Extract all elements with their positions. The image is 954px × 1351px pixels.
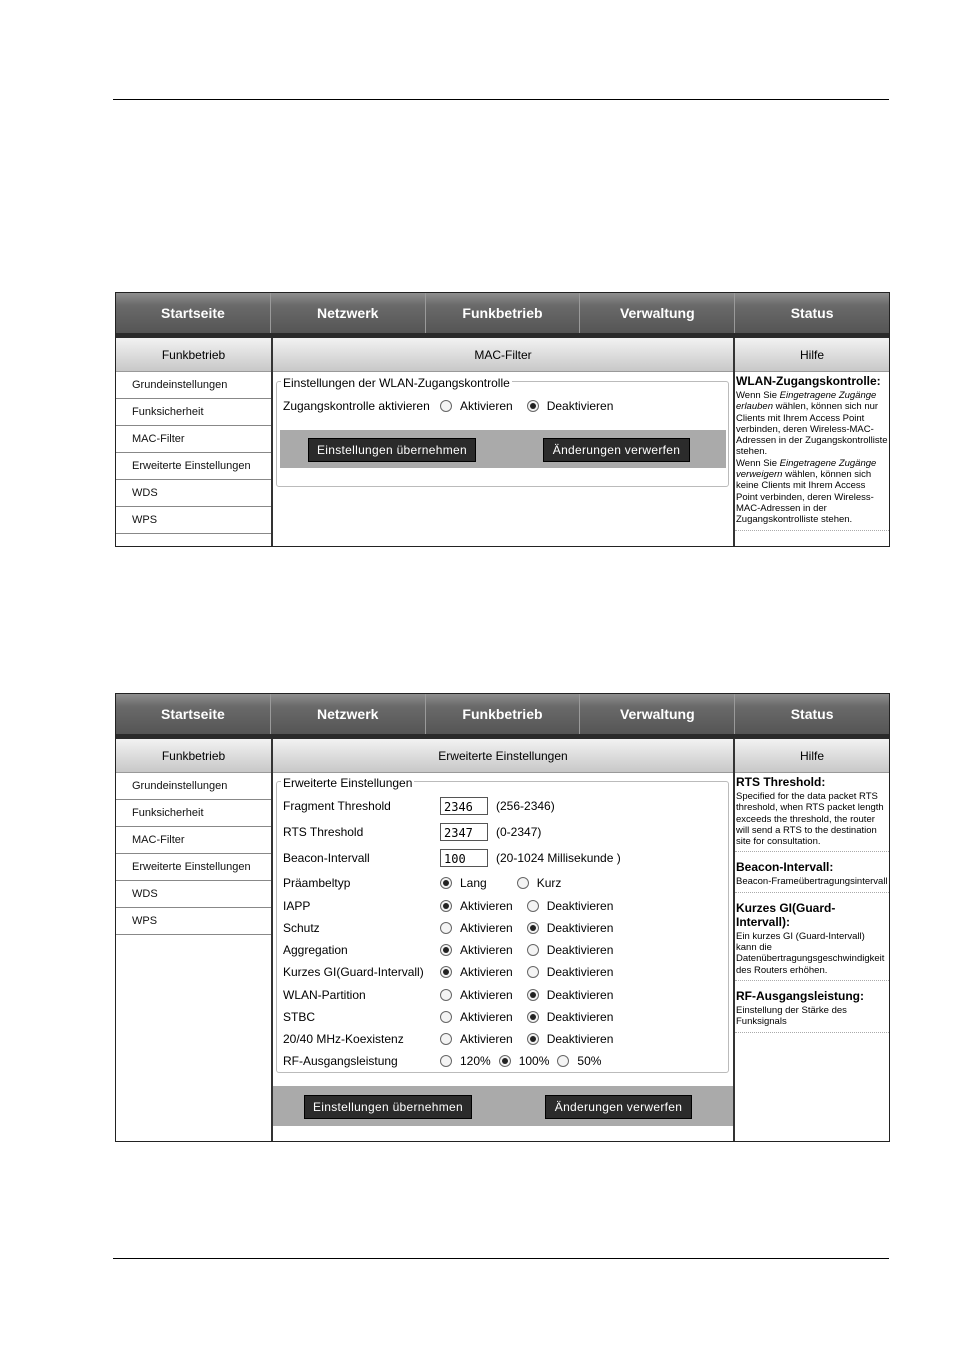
access-control-enable[interactable] — [440, 399, 513, 413]
power-50[interactable] — [557, 1054, 601, 1068]
toggle-label: 20/40 MHz-Koexistenz — [283, 1032, 404, 1046]
radio-icon[interactable] — [527, 900, 539, 912]
option-label: 50% — [577, 1054, 602, 1068]
help-text — [735, 388, 889, 530]
nav-tab-network[interactable]: Netzwerk — [271, 694, 426, 734]
toggle-disable[interactable] — [527, 943, 614, 957]
menu-item-basic[interactable]: Grundeinstellungen — [116, 773, 271, 800]
toggle-label: STBC — [283, 1010, 316, 1024]
option-label: Deaktivieren — [546, 1010, 614, 1024]
help-header: Hilfe — [735, 338, 889, 372]
help-text-emphasis: Eingetragene Zugänge verweigern — [736, 457, 877, 481]
toggle-row — [283, 1007, 722, 1027]
help-title-rf-power: RF-Ausgangsleistung: — [736, 988, 864, 1003]
help-text-part: wählen, können sich keine Clients mit Ihrem Access Point verbinden, deren Wireless-MAC-Adressen in der Zugangskontrolliste stehen. — [736, 469, 874, 526]
help-text-emphasis: Eingetragene Zugänge erlauben — [736, 390, 877, 413]
option-label: Lang — [460, 876, 487, 890]
beacon-input[interactable]: 100 — [440, 849, 488, 867]
help-text-beacon: Beacon-Frameübertragungsintervall — [736, 876, 888, 888]
toggle-enable[interactable] — [440, 965, 513, 979]
page-bottom-rule — [113, 1258, 889, 1259]
help-header: Hilfe — [735, 739, 889, 773]
menu-item-wps[interactable]: WPS — [116, 908, 271, 935]
option-label: Deaktivieren — [546, 943, 614, 957]
nav-tab-admin[interactable]: Verwaltung — [580, 293, 735, 333]
radio-icon[interactable] — [440, 989, 452, 1001]
rts-label: RTS Threshold — [283, 825, 364, 839]
toggle-enable[interactable] — [440, 988, 513, 1002]
nav-tab-status[interactable]: Status — [790, 706, 834, 722]
access-control-row — [283, 396, 722, 416]
help-separator — [735, 980, 889, 981]
radio-icon[interactable] — [440, 966, 452, 978]
toggle-enable[interactable] — [440, 921, 513, 935]
preamble-label: Präambeltyp — [283, 876, 351, 890]
rts-hint: (0-2347) — [496, 825, 542, 839]
menu-item-wps[interactable]: WPS — [116, 507, 271, 534]
option-label: Aktivieren — [460, 899, 513, 913]
nav-tab-network[interactable]: Netzwerk — [271, 293, 426, 333]
button-bar — [280, 430, 726, 468]
left-menu-header: Funkbetrieb — [116, 739, 271, 773]
radio-icon[interactable] — [527, 944, 539, 956]
rts-row — [283, 822, 722, 842]
power-label: RF-Ausgangsleistung — [283, 1054, 398, 1068]
apply-button[interactable]: Einstellungen übernehmen — [304, 1095, 472, 1119]
radio-icon[interactable] — [527, 1011, 539, 1023]
page-title: Erweiterte Einstellungen — [273, 739, 733, 773]
help-separator — [735, 1032, 889, 1033]
menu-item-advanced[interactable]: Erweiterte Einstellungen — [116, 854, 271, 881]
menu-item-security[interactable]: Funksicherheit — [116, 800, 271, 827]
help-title: WLAN-Zugangskontrolle: — [736, 374, 881, 388]
option-label: Deaktivieren — [546, 899, 614, 913]
toggle-row — [283, 1029, 722, 1049]
option-label: Aktivieren — [460, 921, 513, 935]
radio-icon[interactable] — [440, 944, 452, 956]
toggle-disable[interactable] — [527, 921, 614, 935]
top-nav — [116, 293, 889, 333]
help-text-short-gi: Ein kurzes GI (Guard-Intervall) kann die Datenübertragungsgeschwindigkeit des Routers erhöhen. — [736, 930, 885, 976]
toggle-row — [283, 940, 722, 960]
left-menu-header: Funkbetrieb — [116, 338, 271, 372]
discard-button[interactable]: Änderungen verwerfen — [543, 438, 690, 462]
help-text-part: Wenn Sie — [736, 390, 780, 401]
toggle-label: Aggregation — [283, 943, 348, 957]
toggle-label: Schutz — [283, 921, 320, 935]
menu-item-security[interactable]: Funksicherheit — [116, 399, 271, 426]
access-control-label: Zugangskontrolle aktivieren — [283, 399, 430, 413]
rts-input[interactable]: 2347 — [440, 823, 488, 841]
radio-icon[interactable] — [527, 1033, 539, 1045]
discard-button[interactable]: Änderungen verwerfen — [545, 1095, 692, 1119]
radio-icon[interactable] — [527, 966, 539, 978]
radio-icon[interactable] — [527, 922, 539, 934]
menu-item-mac-filter[interactable]: MAC-Filter — [116, 426, 271, 453]
menu-item-mac-filter[interactable]: MAC-Filter — [116, 827, 271, 854]
help-text-rts: Specified for the data packet RTS threshold, when RTS packet length exceeds the threshold, the router will send a RTS to the destination site for consultation. — [736, 791, 884, 848]
preamble-short[interactable] — [517, 876, 562, 890]
fragment-hint: (256-2346) — [496, 799, 555, 813]
toggle-disable[interactable] — [527, 1032, 614, 1046]
toggle-enable[interactable] — [440, 943, 513, 957]
radio-icon[interactable] — [440, 900, 452, 912]
option-label: Aktivieren — [460, 1010, 513, 1024]
help-text-part: Wenn Sie — [736, 457, 780, 469]
option-label: 120% — [460, 1054, 491, 1068]
toggle-label: Kurzes GI(Guard-Intervall) — [283, 965, 424, 979]
radio-icon[interactable] — [440, 922, 452, 934]
left-menu — [116, 739, 273, 1141]
help-separator — [735, 851, 889, 852]
screenshot-advanced-settings — [115, 693, 890, 1142]
toggle-disable[interactable] — [527, 899, 614, 913]
toggle-row — [283, 962, 722, 982]
preamble-row — [283, 873, 722, 893]
toggle-disable[interactable] — [527, 1010, 614, 1024]
preamble-long[interactable] — [440, 876, 487, 890]
option-label: Kurz — [536, 876, 562, 890]
toggle-enable[interactable] — [440, 1010, 513, 1024]
page-title: MAC-Filter — [273, 338, 733, 372]
toggle-enable[interactable] — [440, 899, 513, 913]
help-text-part: wählen, können sich nur Clients mit Ihrem Access Point verbinden, deren Wireless-MAC-Adressen in der Zugangskontrolliste stehen. — [736, 401, 888, 458]
radio-icon[interactable] — [440, 1011, 452, 1023]
power-100[interactable] — [499, 1054, 550, 1068]
menu-item-wds[interactable]: WDS — [116, 881, 271, 908]
radio-selected-icon[interactable] — [499, 1055, 511, 1067]
toggle-row — [283, 985, 722, 1005]
menu-item-basic[interactable]: Grundeinstellungen — [116, 372, 271, 399]
help-text-rf-power: Einstellung der Stärke des Funksignals — [736, 1004, 847, 1028]
toggle-disable[interactable] — [527, 965, 614, 979]
help-title-beacon: Beacon-Intervall: — [736, 860, 834, 875]
help-separator — [735, 892, 889, 893]
advanced-fieldset — [276, 776, 729, 1073]
power-120[interactable] — [440, 1054, 491, 1068]
page-top-rule — [113, 99, 889, 100]
beacon-hint: (20-1024 Millisekunde ) — [496, 851, 621, 865]
nav-tab-home[interactable]: Startseite — [116, 293, 271, 333]
radio-selected-icon[interactable] — [440, 877, 452, 889]
option-label: Aktivieren — [460, 1032, 513, 1046]
toggle-disable[interactable] — [527, 988, 614, 1002]
nav-tab-status[interactable]: Status — [790, 305, 834, 321]
toggle-enable[interactable] — [440, 1032, 513, 1046]
toggle-row — [283, 896, 722, 916]
option-label: Aktivieren — [460, 943, 513, 957]
option-label: Deaktivieren — [546, 988, 614, 1002]
help-separator — [735, 530, 889, 531]
fragment-label: Fragment Threshold — [283, 799, 391, 813]
top-nav — [116, 694, 889, 734]
option-label: Deaktivieren — [546, 921, 614, 935]
fragment-input[interactable]: 2346 — [440, 797, 488, 815]
left-menu — [116, 338, 273, 546]
apply-button[interactable]: Einstellungen übernehmen — [308, 438, 476, 462]
option-label: 100% — [518, 1054, 550, 1068]
option-label: Deaktivieren — [546, 1032, 614, 1046]
help-title-short-gi: Kurzes GI(Guard-Intervall): — [736, 900, 836, 929]
radio-icon[interactable] — [440, 1033, 452, 1045]
fieldset-legend: Erweiterte Einstellungen — [283, 776, 413, 790]
fieldset-legend: Einstellungen der WLAN-Zugangskontrolle — [283, 376, 510, 390]
main-panel — [273, 338, 735, 546]
radio-icon[interactable] — [517, 877, 529, 889]
nav-tab-wireless[interactable]: Funkbetrieb — [426, 694, 581, 734]
beacon-row — [283, 848, 722, 868]
menu-item-wds[interactable]: WDS — [116, 480, 271, 507]
nav-tab-admin[interactable]: Verwaltung — [580, 694, 735, 734]
help-panel — [735, 338, 889, 546]
power-row — [283, 1051, 722, 1071]
option-label: Deaktivieren — [546, 399, 614, 413]
screenshot-mac-filter — [115, 292, 890, 547]
button-bar — [273, 1086, 733, 1126]
nav-tab-wireless[interactable]: Funkbetrieb — [426, 293, 581, 333]
toggle-label: WLAN-Partition — [283, 988, 366, 1002]
option-label: Aktivieren — [460, 965, 513, 979]
radio-icon[interactable] — [527, 989, 539, 1001]
radio-icon[interactable] — [440, 1055, 452, 1067]
fragment-row — [283, 796, 722, 816]
radio-selected-icon[interactable] — [527, 400, 539, 412]
main-panel — [273, 739, 735, 1141]
toggle-row — [283, 918, 722, 938]
radio-icon[interactable] — [557, 1055, 569, 1067]
option-label: Aktivieren — [460, 988, 513, 1002]
help-title-rts: RTS Threshold: — [736, 775, 826, 789]
access-control-disable[interactable] — [527, 399, 614, 413]
toggle-label: IAPP — [283, 899, 311, 913]
menu-item-advanced[interactable]: Erweiterte Einstellungen — [116, 453, 271, 480]
help-panel — [735, 739, 889, 1141]
access-control-fieldset — [276, 376, 729, 487]
option-label: Deaktivieren — [546, 965, 614, 979]
option-label: Aktivieren — [460, 399, 513, 413]
radio-icon[interactable] — [440, 400, 452, 412]
nav-tab-home[interactable]: Startseite — [116, 694, 271, 734]
beacon-label: Beacon-Intervall — [283, 851, 370, 865]
